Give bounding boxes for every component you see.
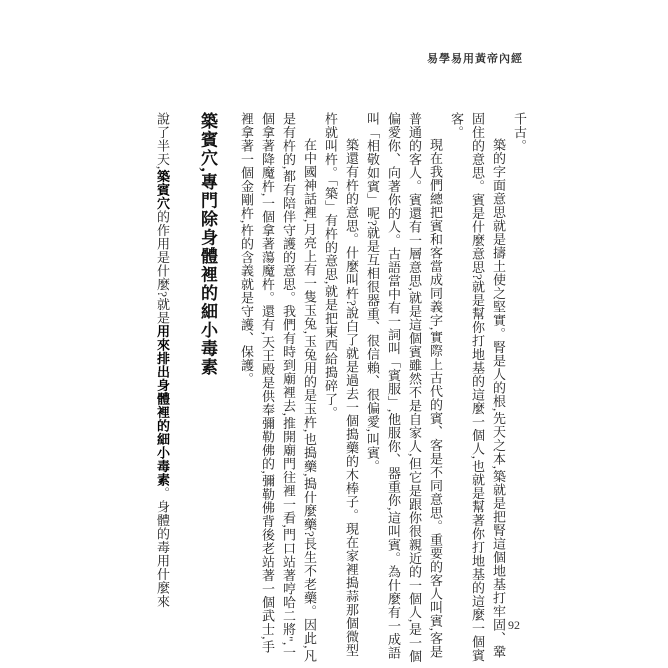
body-text: 的作用是什麼?就是 [155,210,170,325]
paragraph-chu-meaning: 築還有杵的意思。什麼叫杵?說白了就是過去一個搗藥的木棒子。現在家裡搗蒜那個微型杵就叫杵。「築」有杵的意思,就是把東西給搗碎了。 [323,112,359,658]
section-heading: 築賓穴,專門除身體裡的細小毒素 [198,112,217,377]
emphasis-text: 用來排出身體裡的細小毒素 [155,324,170,487]
paragraph-jade-rabbit: 在中國神話裡,月亮上有一隻玉兔,玉兔用的是玉杵,也搗藥,搗什麼藥?長生不老藥。因此,凡是有杵的,都有陪伴守護的意思。我們有時到廟裡去,推開廟門往裡一看,門口站著哼哈二將",一個拿著降魔杵,一個拿著蕩魔杵。還有,天王殿是供奉彌勒佛的,彌勒佛背後老站著一個武士,手裡拿著一個金剛杵,杵的含義就是守護、保護。 [239,112,317,663]
paragraph-bin-vs-ke: 現在我們總把賓和客當成同義字,實際上古代的賓、客是不同意思。重要的客人叫賓,客是普通的客人。賓還有一層意思,就是這個賓雖然不是自家人,但它是跟你很親近的一個人,是一個偏愛你、向著你的人。古語當中有一詞叫「賓服」,他服你、器重你,這叫賓。為什麼有一成語叫「相敬如賓」呢?就是互相很器重、很信賴、很偏愛,叫賓。 [365,112,443,664]
body-text: 說了半天, [155,112,170,170]
paragraph-continuation: 千古。 [512,112,527,153]
page-number: 92 [508,618,520,632]
paragraph-zhu-meaning: 築的字面意思就是擣土使之堅實。腎是人的根,先天之本,築就是把腎這個地基打牢固、鞏固住的意思。賓是什麼意思?就是幫你打地基的這麼一個人,也就是幫著你打地基的這麼一個賓客。 [449,112,506,663]
paragraph-last [152,112,173,664]
emphasis-text: 築賓穴 [155,169,170,211]
running-header: 易學易用黃帝內經 [427,53,523,65]
text-block [126,112,530,664]
body-text: 。身體的毒用什麼來 [155,486,170,609]
